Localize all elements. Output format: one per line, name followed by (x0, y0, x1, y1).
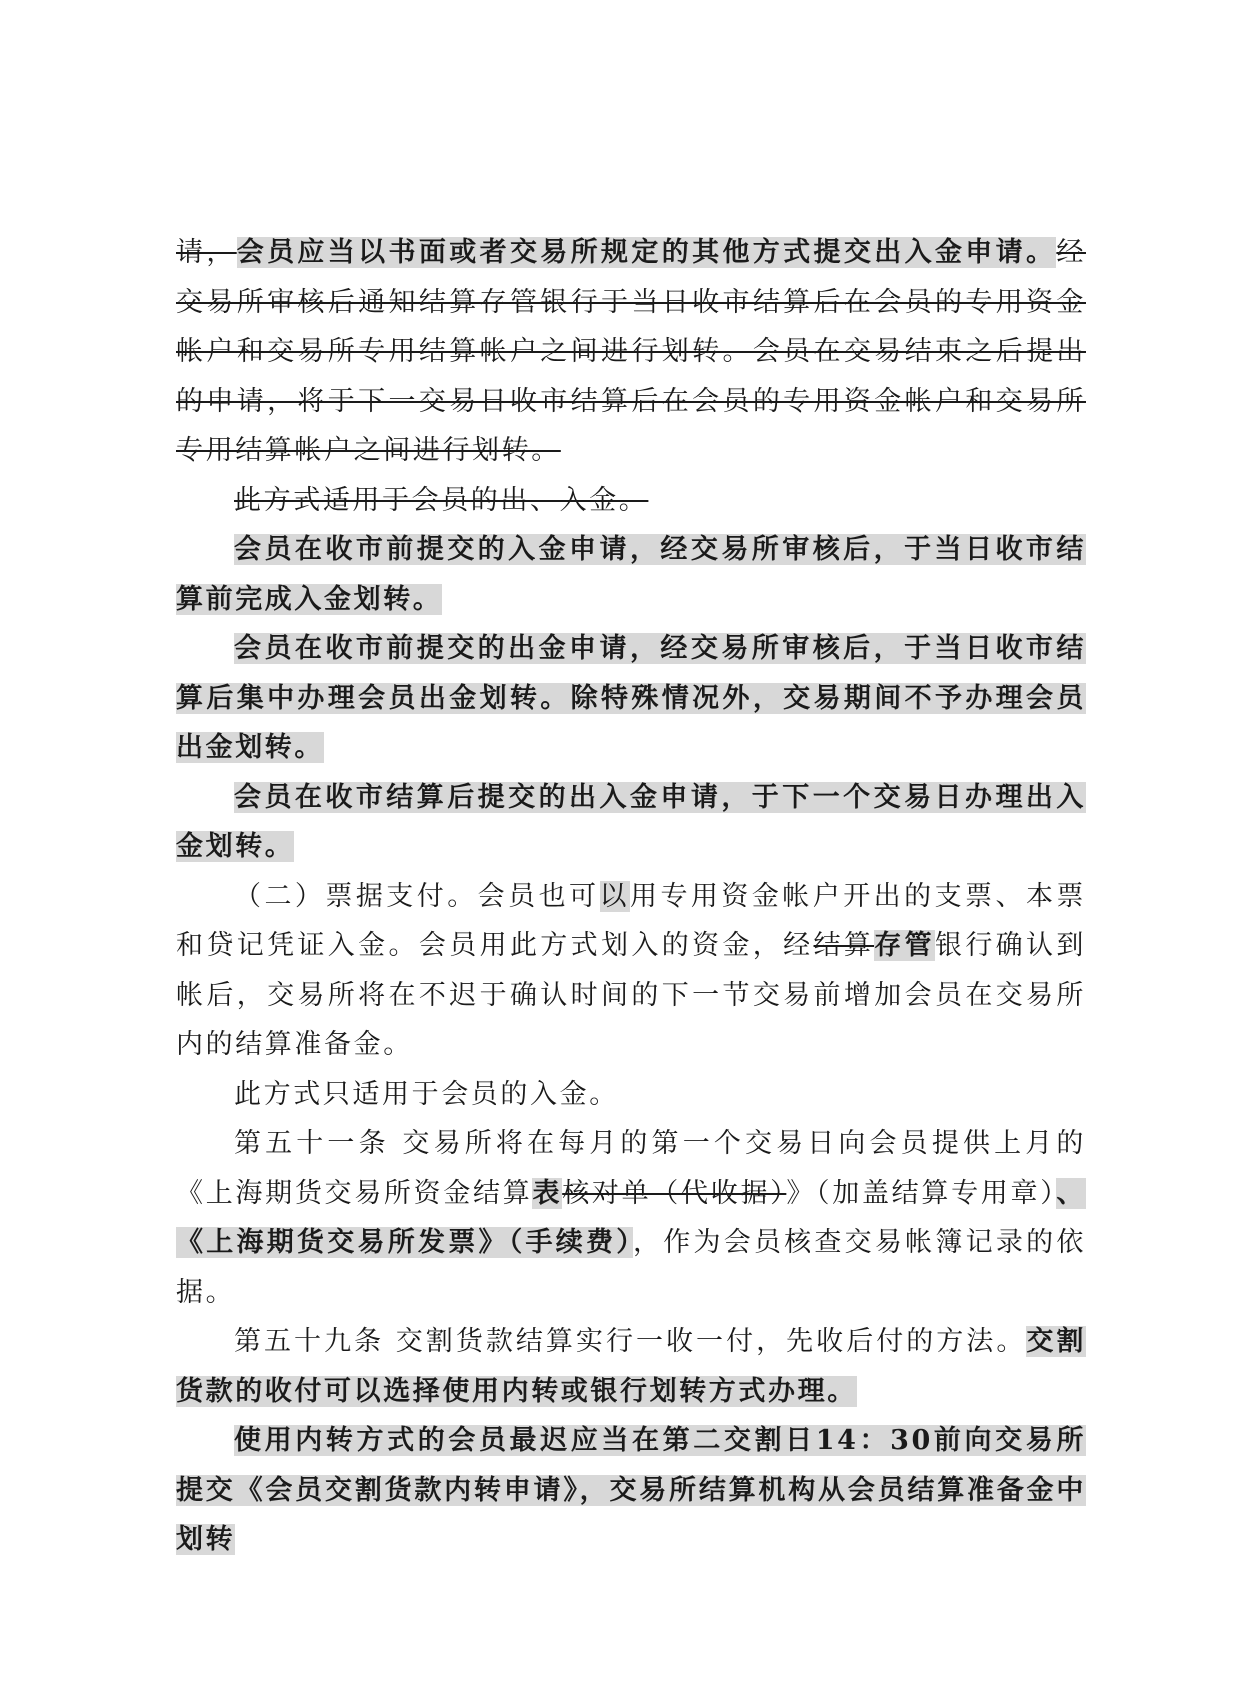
text-run: ，作为会员核查交易帐簿记录的依据。 (176, 1227, 1087, 1308)
paragraph (176, 1416, 1086, 1565)
paragraph (176, 476, 1086, 526)
text-run: （二）票据支付。会员也可 (234, 880, 600, 912)
inserted-text-run: 会员在收市结算后提交的出入金申请，于下一个交易日办理出入金划转。 (176, 781, 1086, 862)
inserted-text-run: 存管 (874, 930, 935, 961)
text-run: 银行确认到帐后，交易所将在不迟于确认时间的下一节交易前增加会员在交易所内的结算准备金。 (176, 930, 1087, 1060)
paragraph (176, 1070, 1086, 1120)
text-run: 第五十九条 交割货款结算实行一收一付，先收后付的方法。 (234, 1326, 1027, 1357)
text-run: 用专用资金帐户开出的支票、本票和贷记凭证入金。会员用此方式划入的资金，经 (176, 880, 1087, 961)
paragraph (176, 228, 1086, 476)
inserted-text-run: 以 (599, 880, 630, 912)
deleted-text-run: 此方式适用于会员的出、入金。 (234, 484, 649, 516)
text-run: 第五十一条 交易所将在每月的第一个交易日向会员提供上月的《上海期货交易所资金结算 (176, 1128, 1086, 1209)
deleted-text-run: 请， (176, 237, 237, 268)
paragraph (176, 872, 1086, 1070)
text-run: 》（加盖结算专用章） (786, 1177, 1057, 1209)
deleted-text-run: 核对单（代收据） (562, 1177, 787, 1209)
deleted-text-run: 经交易所审核后通知结算存管银行于当日收市结算后在会员的专用资金帐户和交易所专用结算帐户之间进行划转。会员在交易结束之后提出的申请，将于下一交易日收市结算后在会员的专用资金帐户和交易所专用结算帐户之间进行划转。 (176, 237, 1086, 466)
deleted-text-run: 结算 (813, 930, 875, 961)
paragraph (176, 1317, 1086, 1416)
paragraph (176, 624, 1086, 773)
text-run: 此方式只适用于会员的入金。 (234, 1078, 619, 1110)
inserted-text-run: 交割货款的收付可以选择使用内转或银行划转方式办理。 (176, 1326, 1087, 1407)
inserted-text-run: 会员在收市前提交的出金申请，经交易所审核后，于当日收市结算后集中办理会员出金划转。除特殊情况外，交易期间不予办理会员出金划转。 (176, 633, 1086, 763)
inserted-text-run: 会员在收市前提交的入金申请，经交易所审核后，于当日收市结算前完成入金划转。 (176, 534, 1086, 615)
inserted-text-run: 会员应当以书面或者交易所规定的其他方式提交出入金申请。 (236, 237, 1057, 268)
paragraph (176, 773, 1086, 872)
inserted-text-run: 表 (532, 1177, 563, 1209)
paragraph (176, 1119, 1086, 1317)
document-body (176, 228, 1086, 1565)
inserted-text-run: 、《上海期货交易所发票》（手续费） (176, 1177, 1087, 1258)
paragraph (176, 525, 1086, 624)
inserted-text-run: 使用内转方式的会员最迟应当在第二交割日14：30前向交易所提交《会员交割货款内转申请》，交易所结算机构从会员结算准备金中划转 (176, 1425, 1086, 1555)
